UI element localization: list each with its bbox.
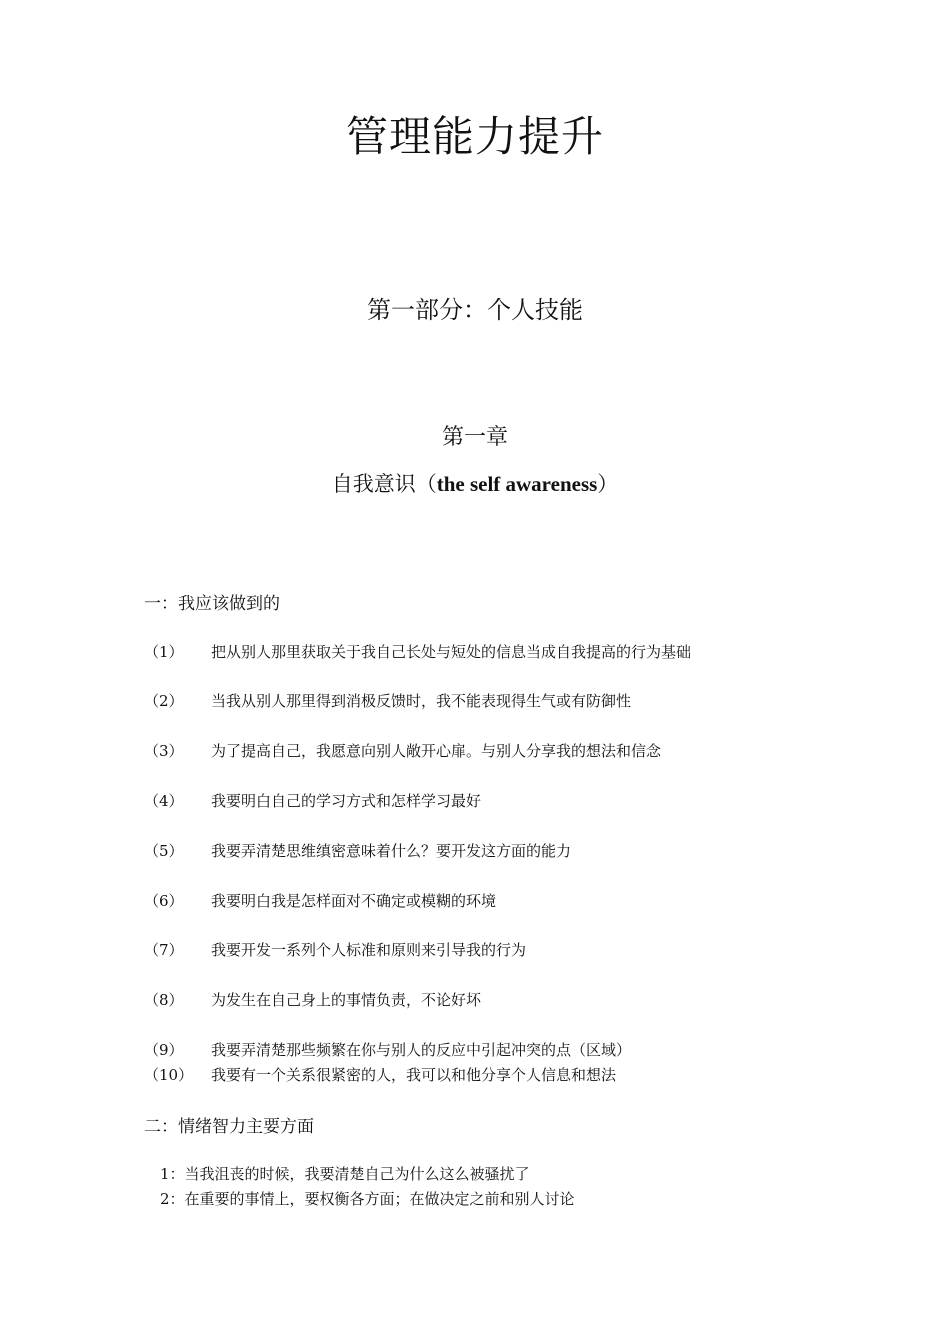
chapter-title-english: the self awareness <box>436 472 598 496</box>
chapter-title <box>0 468 950 498</box>
list-item: 1：当我沮丧的时候，我要清楚自己为什么这么被骚扰了 <box>160 1165 530 1183</box>
section2-heading: 二：情绪智力主要方面 <box>144 1117 314 1137</box>
item-number: （6） <box>144 892 184 910</box>
item-text: 我要开发一系列个人标准和原则来引导我的行为 <box>211 941 527 959</box>
item-text: 我要弄清楚那些频繁在你与别人的反应中引起冲突的点（区域） <box>211 1041 632 1059</box>
list-item <box>144 641 691 662</box>
list-item <box>144 690 631 711</box>
item-text: 我要有一个关系很紧密的人，我可以和他分享个人信息和想法 <box>211 1066 617 1084</box>
item-number: （5） <box>144 842 184 860</box>
item-number: （2） <box>144 692 184 710</box>
list-item: 2：在重要的事情上，要权衡各方面；在做决定之前和别人讨论 <box>160 1190 575 1208</box>
list-item <box>144 1064 616 1085</box>
item-number: （10） <box>144 1066 194 1084</box>
item-text: 我要明白我是怎样面对不确定或模糊的环境 <box>211 892 497 910</box>
item-number: （3） <box>144 742 184 760</box>
item-number: （8） <box>144 991 184 1009</box>
item-number: （7） <box>144 941 184 959</box>
item-text: 为了提高自己，我愿意向别人敞开心扉。与别人分享我的想法和信念 <box>211 742 662 760</box>
chapter-title-close: ） <box>597 472 619 496</box>
item-text: 当我从别人那里得到消极反馈时，我不能表现得生气或有防御性 <box>211 692 632 710</box>
item-text: 为发生在自己身上的事情负责，不论好坏 <box>211 991 482 1009</box>
chapter-title-open: 自我意识（ <box>331 472 437 496</box>
item-text: 我要明白自己的学习方式和怎样学习最好 <box>211 792 482 810</box>
list-item <box>144 989 481 1010</box>
item-text: 把从别人那里获取关于我自己长处与短处的信息当成自我提高的行为基础 <box>211 643 692 661</box>
list-item <box>144 1039 631 1060</box>
list-item <box>144 740 661 761</box>
part-heading: 第一部分：个人技能 <box>367 296 583 324</box>
item-number: （1） <box>144 643 184 661</box>
item-number: （9） <box>144 1041 184 1059</box>
chapter-label: 第一章 <box>441 425 508 450</box>
item-text: 我要弄清楚思维缜密意味着什么？要开发这方面的能力 <box>211 842 572 860</box>
section1-heading: 一：我应该做到的 <box>144 594 280 614</box>
list-item <box>144 840 571 861</box>
list-item <box>144 939 526 960</box>
list-item <box>144 790 481 811</box>
list-item <box>144 890 496 911</box>
item-number: （4） <box>144 792 184 810</box>
document-title: 管理能力提升 <box>345 112 604 161</box>
